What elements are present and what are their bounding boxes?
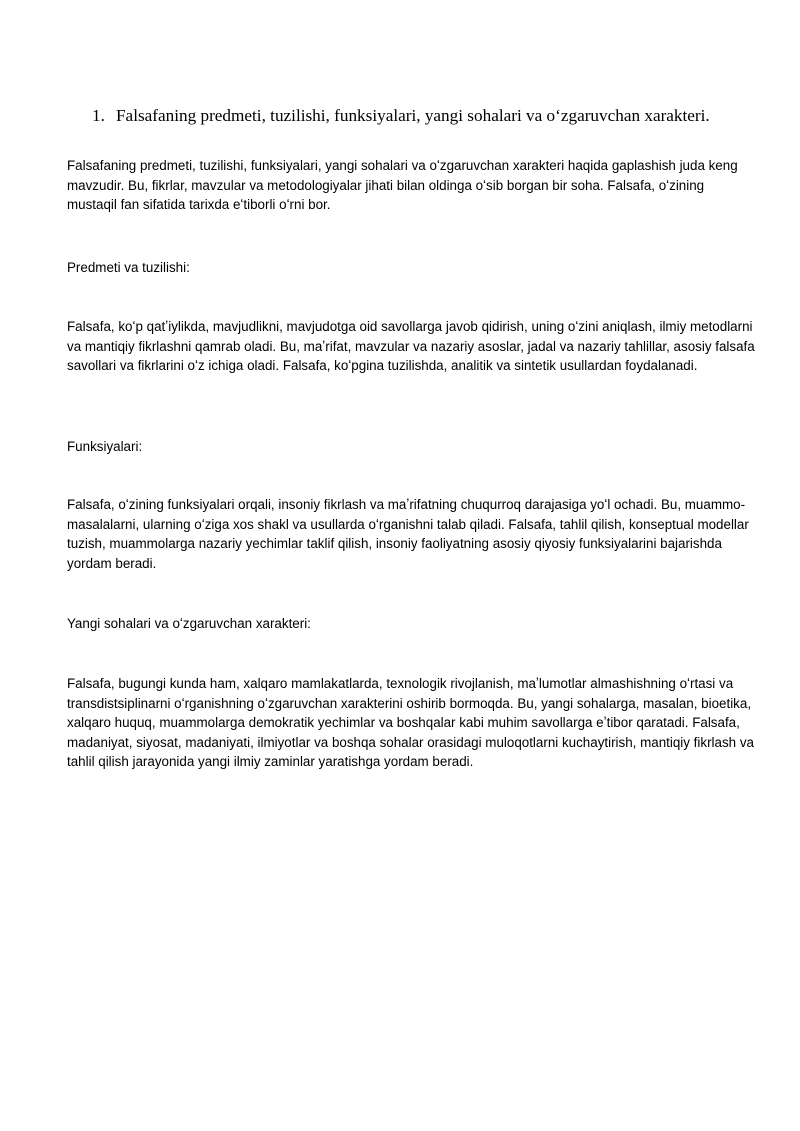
section-title-yangi-sohalari: Yangi sohalari va oʻzgaruvchan xarakteri: <box>67 616 311 631</box>
document-heading <box>92 104 772 128</box>
section-title-funksiyalari: Funksiyalari: <box>67 439 143 454</box>
heading-number: 1. <box>92 106 105 125</box>
section-body-funksiyalari: Falsafa, oʻzining funksiyalari orqali, insoniy fikrlash va maʼrifatning chuqurroq darajasiga yoʻl ochadi. Bu, muammo-masalalarni, ularning oʻziga xos shakl va usullarda oʻrganishni talab qiladi. Falsafa, tahlil qilish, konseptual modellar tuzish, muammolarga nazariy yechimlar taklif qilish, insoniy faoliyatning asosiy qiyosiy funksiyalarini bajarishda yordam beradi. <box>67 497 749 571</box>
intro-paragraph: Falsafaning predmeti, tuzilishi, funksiyalari, yangi sohalari va oʻzgaruvchan xarakteri haqida gaplashish juda keng mavzudir. Bu, fikrlar, mavzular va metodologiyalar jihati bilan oldinga oʻsib borgan bir soha. Falsafa, oʻzining mustaqil fan sifatida tarixda eʻtiborli oʻrni bor. <box>67 158 738 212</box>
section-title-predmeti: Predmeti va tuzilishi: <box>67 260 190 275</box>
heading-text: Falsafaning predmeti, tuzilishi, funksiyalari, yangi sohalari va oʻzgaruvchan xarakteri. <box>116 106 710 125</box>
section-body-yangi-sohalari: Falsafa, bugungi kunda ham, xalqaro mamlakatlarda, texnologik rivojlanish, maʼlumotlar almashishning oʻrtasi va transdistsiplinarni oʻrganishning oʻzgaruvchan xarakterini oshirib bormoqda. Bu, yangi sohalarga, masalan, bioetika, xalqaro huquq, muammolarga demokratik yechimlar va boshqalar kabi muhim savollarga eʼtibor qaratadi. Falsafa, madaniyat, siyosat, madaniyati, ilmiyotlar va boshqa sohalar orasidagi muloqotlarni kuchaytirish, mantiqiy fikrlash va tahlil qilish jarayonida yangi ilmiy zaminlar yaratishga yordam beradi. <box>67 676 754 769</box>
section-body-predmeti: Falsafa, koʻp qatʼiylikda, mavjudlikni, mavjudotga oid savollarga javob qidirish, uning oʻzini aniqlash, ilmiy metodlarni va mantiqiy fikrlashni qamrab oladi. Bu, maʼrifat, mavzular va nazariy asoslar, jadal va nazariy tahlillar, asosiy falsafa savollari va fikrlarini oʻz ichiga oladi. Falsafa, koʻpgina tuzilishda, analitik va sintetik usullardan foydalanadi. <box>67 319 755 373</box>
